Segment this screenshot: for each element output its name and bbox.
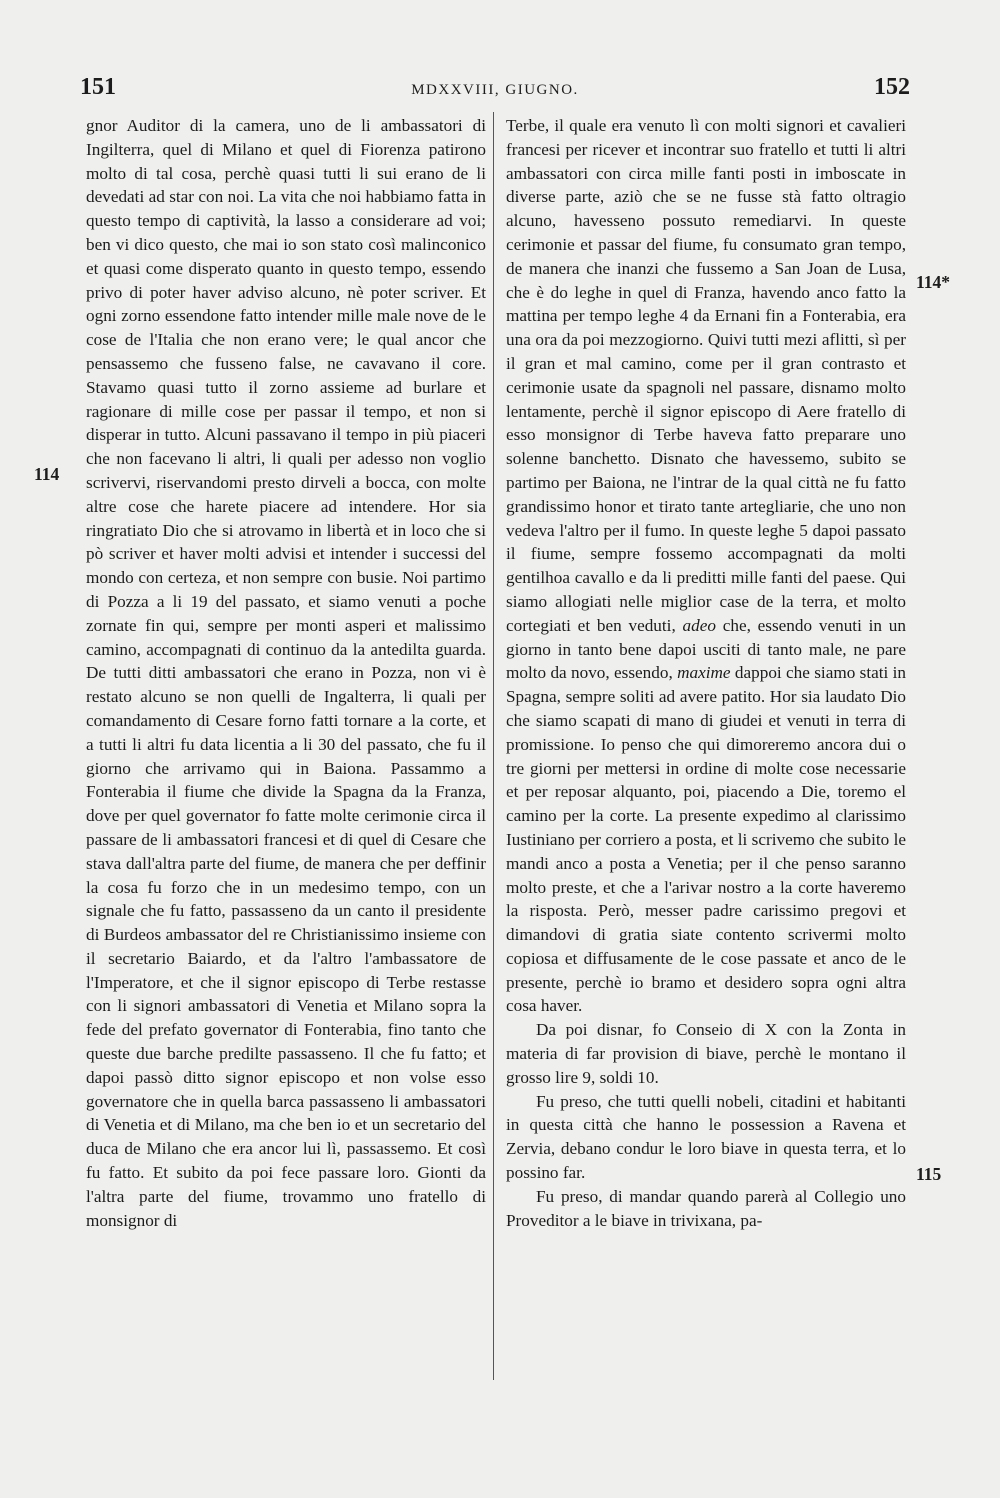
- right-paragraph-4: Fu preso, di mandar quando parerà al Collegio uno Proveditor a le biave in trivixana, pa-: [506, 1186, 906, 1230]
- running-title: MDXXVIII, GIUGNO.: [411, 82, 579, 98]
- right-column: [506, 114, 906, 1232]
- page-header: [80, 74, 910, 110]
- margin-note-left: 114: [34, 464, 60, 484]
- left-column: [86, 114, 486, 1232]
- margin-note-right-top: 114*: [916, 272, 951, 292]
- column-divider: [493, 112, 494, 1380]
- right-paragraph-1-part-b: che, essendo venuti in un giorno in tanto bene dapoi usciti di tanto male, ne pare molto da novo, essendo,: [506, 615, 906, 683]
- left-column-text: gnor Auditor di la camera, uno de li ambassatori di Ingilterra, quel di Milano et quel di Fiorenza patirono molto di tal cosa, perchè quasi tutti li sui erano de li devedati ad star con noi. La vita che noi habbiamo fatta in questo tempo di captività, la lasso a considerare ad voi; ben vi dico questo, che mai io son stato così malinconico et quasi come disperato quanto in questo tempo, essendo privo di poter haver adviso alcuno, nè poter scriver. Et ogni zorno essendone fatto intender mille male nove de le cose de l'Italia che non erano vere; le qual ancor che pensassemo che fusseno false, ne cavavano il core. Stavamo quasi tutto il zorno assieme ad burlare et ragionare di mille cose per passar il tempo, et non si disperar in tutto. Alcuni passavano il tempo in più piaceri che non facevano li altri, li quali per adesso non voglio scrivervi, riservandomi presto dirveli a bocca, con molte altre cose che harete piacere ad intendere. Hor sia ringratiato Dio che si atrovamo in libertà et in loco che si pò scriver et haver molti advisi et intender i successi del mondo con certeza, et non sempre con busie. Noi partimo di Pozza a li 19 del passato, et siamo venuti a poche zornate fin qui, sempre per monti asperi et malissimo camino, accompagnati di continuo da la antedilta guarda. De tutti ditti ambassatori che erano in Pozza, non vi è restato alcuno se non quelli de Ingalterra, li quali per comandamento di Cesare forno fatti tornare a la corte, et a tutti li altri fu data licentia a li 30 del passato, che fu il giorno che arrivamo qui in Baiona. Passammo a Fonterabia il fiume che divide la Spagna da la Franza, dove per quel governator fo fatte molte cerimonie circa il passare de li ambassatori francesi et di quel di Cesare che stava dall'altra parte del fiume, de manera che per deffinir la cosa fu forzo che in un medesimo tempo, con un signale che fu fatto, passasseno da un canto il presidente di Burdeos ambassator del re Christianissimo insieme con il secretario Baiardo, et da l'altro l'ambassatore de l'Imperatore, et che il signor episcopo di Terbe restasse con li signori ambassatori di Venetia et Milano sopra la fede del prefato governator di Fonterabia, fino tanto che queste due barche predilte passasseno. Il che fu fatto; et dapoi passò ditto signor episcopo et non volse esso governatore che in quella barca passasseno li ambassatori di Venetia et di Milano, ma che ben io et un secretario del duca de Milano che era ancor lui lì, passassemo. Et così fu fatto. Et subito da poi fece passare loro. Gionti da l'altra parte del fiume, trovammo uno fratello di monsignor di: [86, 116, 486, 1230]
- italic-adeo: adeo: [682, 615, 716, 635]
- right-paragraph-1-part-a: Terbe, il quale era venuto lì con molti signori et cavalieri francesi per ricever et incontrar suo fratello et tutti li altri ambassatori con circa mille fanti posti in imboscate in diverse parte, aziò che se ne fusse stà fatto oltragio alcuno, havesseno possuto remediarvi. In queste cerimonie et passar del fiume, fu consumato gran tempo, de manera che inanzi che fussemo a San Joan de Lusa, che è do leghe in quel di Franza, havendo anco fatto la mattina per tempo leghe 4 da Ernani fin a Fonterabia, era una ora da poi mezzogiorno. Quivi tutti mezi aflitti, sì per il gran et mal camino, come per il gran contrasto et cerimonie usate da spagnoli nel passare, disnamo molto lentamente, perchè il signor episcopo di Aere fratello di esso monsignor di Terbe haveva fatto preparare uno solenne banchetto. Disnato che havessemo, subito se partimo per Baiona, ne l'intrar de la qual città ne fu fatto grandissimo honor et tirato tante artegliarie, che uno non vedeva l'altro per il fumo. In queste leghe 5 dapoi passato il fiume, sempre fossemo accompagnati da molti gentilhoa cavallo e da li preditti mille fanti del paese. Qui siamo allogiati nelle miglior case de la terra, et molto cortegiati et ben veduti,: [506, 116, 906, 635]
- page-number-right: 152: [874, 74, 910, 100]
- right-paragraph-3: Fu preso, che tutti quelli nobeli, citadini et habitanti in questa città che hanno le possession a Ravena et Zervia, debano condur le loro biave in questa terra, et lo possino far.: [506, 1091, 906, 1183]
- margin-note-right-bottom: 115: [916, 1164, 942, 1184]
- page-number-left: 151: [80, 74, 116, 100]
- right-paragraph-1: [506, 114, 906, 1018]
- right-paragraph-2: Da poi disnar, fo Conseio di X con la Zonta in materia di far provision di biave, perchè le montano il grosso lire 9, soldi 10.: [506, 1020, 906, 1087]
- italic-maxime: maxime: [677, 663, 731, 683]
- right-paragraph-1-part-c: dappoi che siamo stati in Spagna, sempre soliti ad avere patito. Hor sia laudato Dio che siamo scapati di mano di giudei et venuti in terra di promissione. Io penso che qui dimoreremo ancora dui o tre giorni per mettersi in ordine di molte cose necessarie et per reposar alquanto, poi, piacendo a Die, toremo el camino per la corte. La presente expedimo al clarissimo Iustiniano per corriero a posta, et li scrivemo che subito le mandi anco a posta a Venetia; per il che penso saranno molto preste, et che a l'arivar nostro a la corte haveremo la risposta. Però, messer padre carissimo pregovi et dimandovi di gratia siate contento scrivermi molto copiosa et diffusamente de le cose passate et anco de le presente, perchè io bramo et desidero sopra ogni altra cosa haver.: [506, 663, 906, 1016]
